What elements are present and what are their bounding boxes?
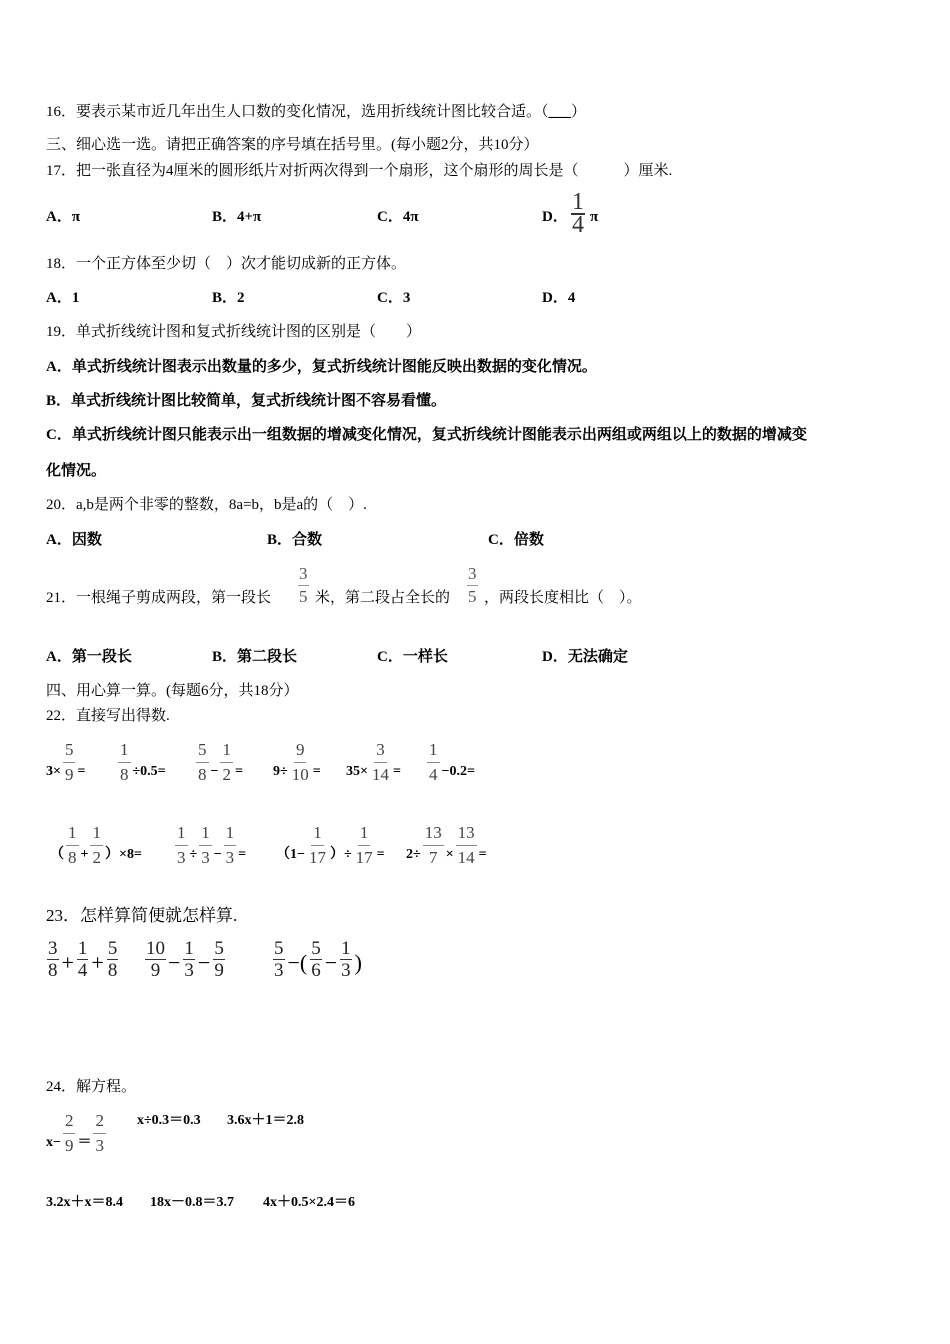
math-text: （ bbox=[50, 847, 64, 862]
fraction bbox=[106, 940, 120, 980]
question-23-title: 23．怎样算简便就怎样算. bbox=[46, 906, 238, 925]
calc-expression bbox=[276, 823, 385, 868]
math-text: 4x＋0.5×2.4＝6 bbox=[263, 1195, 355, 1210]
question-19: 19．单式折线统计图和复式折线统计图的区别是（ ） bbox=[46, 324, 422, 340]
option-a[interactable]: A．1 bbox=[46, 290, 80, 306]
simplify-expression bbox=[143, 940, 228, 980]
option-c[interactable]: C．一样长 bbox=[377, 649, 448, 665]
fraction bbox=[290, 740, 311, 785]
fraction bbox=[224, 823, 237, 868]
fraction bbox=[427, 740, 440, 785]
math-text: − bbox=[210, 764, 219, 779]
option-b[interactable]: B．4+π bbox=[212, 209, 262, 225]
calc-expression bbox=[406, 823, 487, 868]
denominator: 4 bbox=[77, 960, 88, 981]
denominator: 6 bbox=[311, 960, 321, 981]
math-text: = bbox=[376, 847, 385, 862]
numerator: 9 bbox=[294, 740, 307, 763]
math-text: 3.2x＋x＝8.4 bbox=[46, 1195, 123, 1210]
math-text: + bbox=[91, 950, 104, 975]
denominator: 9 bbox=[64, 1136, 74, 1155]
math-text: × bbox=[445, 847, 454, 862]
numerator: 2 bbox=[63, 1111, 76, 1134]
denominator: 2 bbox=[92, 848, 101, 867]
fraction bbox=[456, 823, 477, 868]
denominator: 17 bbox=[308, 848, 326, 867]
numerator: 1 bbox=[341, 938, 351, 959]
option-c[interactable]: C．单式折线统计图只能表示出一组数据的增减变化情况，复式折线统计图能表示出两组或两组以上的数据的增减变 bbox=[46, 427, 807, 443]
denominator: 14 bbox=[371, 765, 389, 784]
fraction: $\frac{3}{5}$ bbox=[468, 564, 477, 606]
option-d-suffix: π bbox=[590, 209, 599, 225]
math-text: ）÷ bbox=[329, 847, 352, 862]
numerator: 1 bbox=[199, 823, 212, 846]
option-d[interactable]: D．4 bbox=[542, 290, 576, 306]
numerator: 10 bbox=[146, 938, 165, 959]
fraction bbox=[145, 940, 166, 980]
numerator: 1 bbox=[66, 823, 79, 846]
math-text: + bbox=[61, 950, 74, 975]
math-text: 35× bbox=[346, 764, 368, 779]
numerator: 1 bbox=[118, 740, 131, 763]
fraction bbox=[196, 740, 209, 785]
math-text: = bbox=[312, 764, 321, 779]
denominator: 8 bbox=[68, 848, 77, 867]
denominator: 8 bbox=[107, 960, 118, 981]
fraction bbox=[90, 823, 103, 868]
denominator: 2 bbox=[222, 765, 231, 784]
question-22-title: 22．直接写出得数. bbox=[46, 708, 170, 724]
math-text: − bbox=[324, 950, 338, 975]
fraction bbox=[175, 823, 188, 868]
numerator: 1 bbox=[224, 823, 237, 846]
fraction bbox=[309, 940, 323, 980]
option-b[interactable]: B．单式折线统计图比较简单，复式折线统计图不容易看懂。 bbox=[46, 393, 447, 409]
fraction bbox=[199, 823, 212, 868]
math-text: 9÷ bbox=[273, 764, 288, 779]
option-a[interactable]: A．单式折线统计图表示出数量的多少，复式折线统计图能反映出数据的变化情况。 bbox=[46, 359, 597, 375]
equation bbox=[150, 1193, 234, 1216]
math-text: −0.2= bbox=[441, 764, 475, 779]
denominator: 3 bbox=[201, 848, 210, 867]
section-3-heading: 三、细心选一选。请把正确答案的序号填在括号里。(每小题2分，共10分） bbox=[46, 137, 539, 153]
equation bbox=[137, 1111, 201, 1134]
section-4-heading: 四、用心算一算。(每题6分，共18分） bbox=[46, 683, 299, 699]
equation bbox=[46, 1111, 108, 1156]
option-a[interactable]: A．π bbox=[46, 209, 81, 225]
option-d[interactable]: D． bbox=[542, 209, 568, 225]
math-text: ＝ bbox=[77, 1135, 92, 1150]
denominator: 3 bbox=[177, 848, 186, 867]
math-text: 3× bbox=[46, 764, 61, 779]
question-21-part3: ，两段长度相比（ ）。 bbox=[484, 590, 642, 606]
math-text: − bbox=[213, 847, 222, 862]
math-text: −( bbox=[287, 950, 308, 975]
numerator: 3 bbox=[374, 740, 387, 763]
calc-expression bbox=[273, 740, 321, 785]
question-18: 18．一个正方体至少切（ ）次才能切成新的正方体。 bbox=[46, 256, 407, 272]
denominator: 9 bbox=[214, 960, 224, 981]
denominator: 9 bbox=[150, 960, 161, 981]
denominator: 8 bbox=[120, 765, 129, 784]
math-text: = bbox=[77, 764, 86, 779]
math-text: ) bbox=[354, 950, 362, 975]
fraction bbox=[63, 740, 76, 785]
numerator: 13 bbox=[456, 823, 477, 846]
calc-expression bbox=[194, 740, 243, 785]
denominator: 8 bbox=[198, 765, 207, 784]
numerator: 2 bbox=[93, 1111, 106, 1134]
math-text: 18x－0.8＝3.7 bbox=[150, 1195, 234, 1210]
math-text: = bbox=[234, 764, 243, 779]
numerator: 1 bbox=[77, 938, 88, 959]
calc-expression bbox=[173, 823, 246, 868]
math-text: x− bbox=[46, 1135, 61, 1150]
denominator: 3 bbox=[274, 960, 284, 981]
fraction: $\frac{1}{4}$ bbox=[572, 189, 584, 238]
fraction bbox=[182, 940, 196, 980]
numerator: 1 bbox=[311, 823, 324, 846]
numerator: 1 bbox=[358, 823, 371, 846]
fraction bbox=[220, 740, 233, 785]
simplify-expression bbox=[270, 940, 362, 980]
fraction bbox=[63, 1111, 76, 1156]
option-a[interactable]: A．第一段长 bbox=[46, 649, 132, 665]
calc-expression bbox=[50, 823, 142, 868]
option-c-continued: 化情况。 bbox=[46, 463, 107, 479]
fraction bbox=[93, 1111, 106, 1156]
fraction bbox=[46, 940, 60, 980]
fraction bbox=[272, 940, 286, 980]
fraction bbox=[66, 823, 79, 868]
math-text: ）×8= bbox=[104, 847, 142, 862]
denominator: 7 bbox=[428, 848, 438, 867]
fraction bbox=[76, 940, 90, 980]
option-b[interactable]: B．第二段长 bbox=[212, 649, 298, 665]
fraction bbox=[212, 940, 226, 980]
numerator: 1 bbox=[427, 740, 440, 763]
numerator: 3 bbox=[48, 938, 58, 959]
equation bbox=[263, 1193, 355, 1216]
numerator: 1 bbox=[220, 740, 233, 763]
math-text: 3.6x＋1＝2.8 bbox=[227, 1113, 304, 1128]
equation bbox=[46, 1193, 123, 1216]
numerator: 1 bbox=[184, 938, 194, 959]
math-text: ÷0.5= bbox=[132, 764, 166, 779]
denominator: 3 bbox=[184, 960, 194, 981]
question-16: 16．要表示某市近几年出生人口数的变化情况，选用折线统计图比较合适。（___） bbox=[46, 104, 587, 120]
math-text: = bbox=[238, 847, 247, 862]
numerator: 5 bbox=[196, 740, 209, 763]
numerator: 5 bbox=[214, 938, 224, 959]
fraction: $\frac{3}{5}$ bbox=[299, 564, 308, 606]
fraction bbox=[339, 940, 353, 980]
math-text: ÷ bbox=[189, 847, 198, 862]
math-text: − bbox=[197, 950, 211, 975]
denominator: 10 bbox=[291, 765, 309, 784]
denominator: 14 bbox=[457, 848, 475, 867]
question-17: 17．把一张直径为4厘米的圆形纸片对折两次得到一个扇形，这个扇形的周长是（ ）厘米. bbox=[46, 163, 673, 179]
fraction bbox=[307, 823, 328, 868]
numerator: 13 bbox=[423, 823, 444, 846]
denominator: 9 bbox=[64, 765, 74, 784]
denominator: 3 bbox=[341, 960, 351, 981]
question-21-part1: 21．一根绳子剪成两段，第一段长 bbox=[46, 590, 272, 606]
fraction bbox=[370, 740, 391, 785]
simplify-expression bbox=[44, 940, 121, 980]
question-20: 20．a,b是两个非零的整数，8a=b，b是a的（ ）. bbox=[46, 497, 367, 513]
calc-expression bbox=[116, 740, 166, 785]
fraction bbox=[423, 823, 444, 868]
option-b[interactable]: B．2 bbox=[212, 290, 245, 306]
numerator: 5 bbox=[274, 938, 284, 959]
math-text: − bbox=[168, 950, 181, 975]
calc-expression bbox=[425, 740, 475, 785]
question-21-part2: 米，第二段占全长的 bbox=[315, 590, 451, 606]
denominator: 3 bbox=[95, 1136, 104, 1155]
numerator: 1 bbox=[90, 823, 103, 846]
math-text: x÷0.3＝0.3 bbox=[137, 1113, 201, 1128]
calc-expression bbox=[346, 740, 401, 785]
denominator: 17 bbox=[355, 848, 373, 867]
option-b[interactable]: B．合数 bbox=[267, 532, 323, 548]
option-c[interactable]: C．3 bbox=[377, 290, 411, 306]
option-a[interactable]: A．因数 bbox=[46, 532, 102, 548]
question-24-title: 24．解方程。 bbox=[46, 1079, 137, 1095]
option-d[interactable]: D．无法确定 bbox=[542, 649, 628, 665]
denominator: 4 bbox=[429, 765, 438, 784]
fraction bbox=[354, 823, 375, 868]
numerator: 5 bbox=[107, 938, 118, 959]
numerator: 5 bbox=[311, 938, 321, 959]
math-text: = bbox=[392, 764, 401, 779]
option-c[interactable]: C．倍数 bbox=[488, 532, 544, 548]
denominator: 3 bbox=[225, 848, 235, 867]
math-text: + bbox=[80, 847, 89, 862]
answer-blank[interactable]: ___ bbox=[548, 104, 572, 120]
denominator: 8 bbox=[48, 960, 58, 981]
math-text: （1− bbox=[276, 847, 305, 862]
fraction bbox=[118, 740, 131, 785]
math-text: = bbox=[478, 847, 487, 862]
equation bbox=[227, 1111, 304, 1134]
numerator: 5 bbox=[63, 740, 76, 763]
numerator: 1 bbox=[175, 823, 188, 846]
math-text: 2÷ bbox=[406, 847, 421, 862]
option-c[interactable]: C．4π bbox=[377, 209, 419, 225]
calc-expression bbox=[46, 740, 85, 785]
